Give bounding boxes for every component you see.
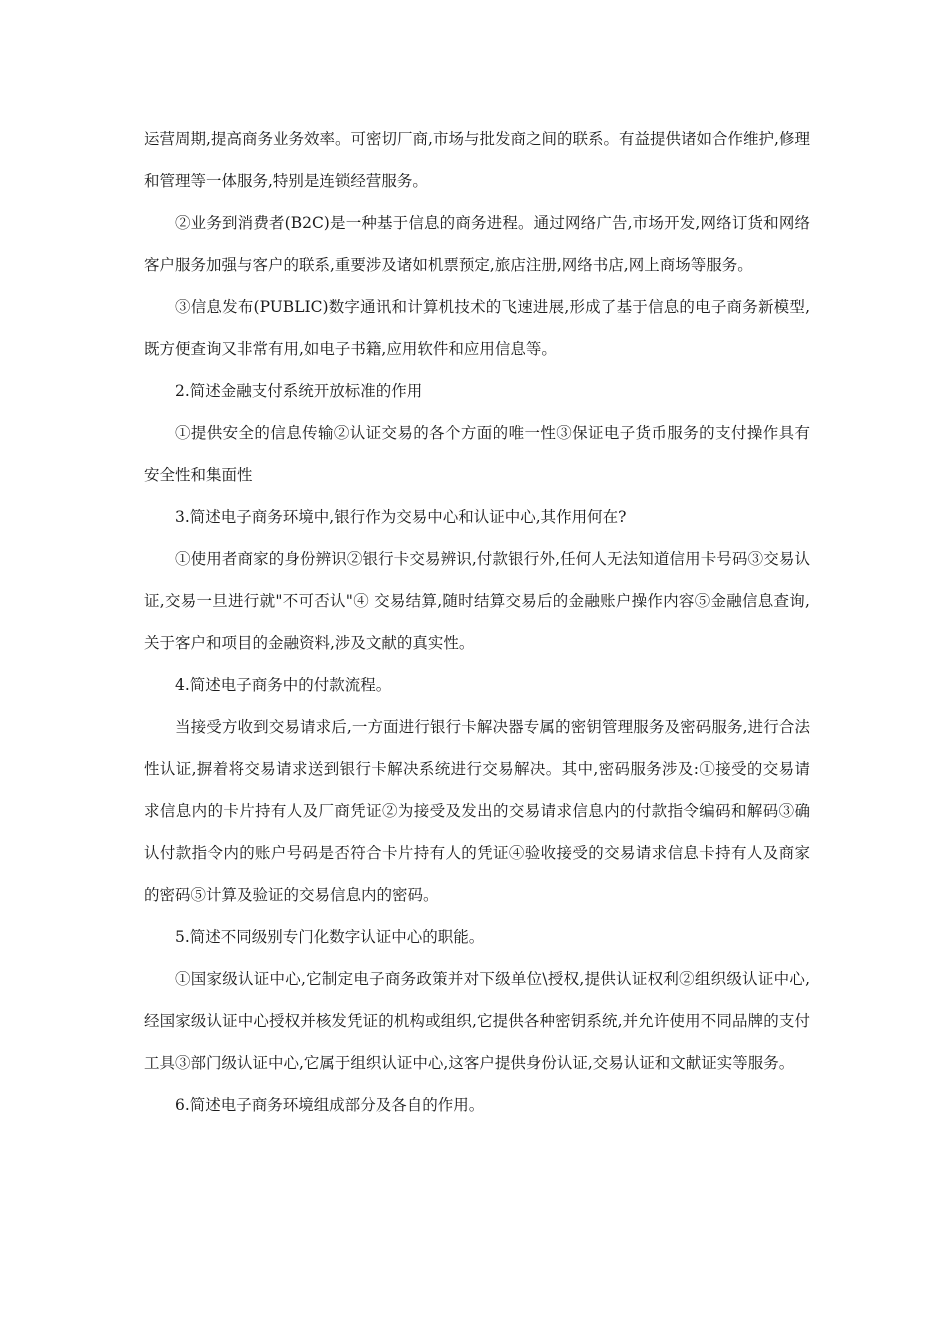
paragraph-public: ③信息发布(PUBLIC)数字通讯和计算机技术的飞速进展,形成了基于信息的电子商务新模型,既方便查询又非常有用,如电子书籍,应用软件和应用信息等。	[144, 298, 810, 358]
paragraph-b2c: ②业务到消费者(B2C)是一种基于信息的商务进程。通过网络广告,市场开发,网络订货和网络客户服务加强与客户的联系,重要涉及诸如机票预定,旅店注册,网络书店,网上商场等服务。	[144, 214, 810, 274]
answer-3-paragraph: ①使用者商家的身份辨识②银行卡交易辨识,付款银行外,任何人无法知道信用卡号码③交易认证,交易一旦进行就"不可否认"④ 交易结算,随时结算交易后的金融账户操作内容⑤金融信息查询,关于客户和项目的金融资料,涉及文献的真实性。	[144, 550, 810, 652]
paragraph-continuation: 运营周期,提高商务业务效率。可密切厂商,市场与批发商之间的联系。有益提供诸如合作维护,修理和管理等一体服务,特别是连锁经营服务。	[144, 130, 810, 190]
answer-5-paragraph: ①国家级认证中心,它制定电子商务政策并对下级单位\授权,提供认证权利②组织级认证中心,经国家级认证中心授权并核发凭证的机构或组织,它提供各种密钥系统,并允许使用不同品牌的支付工具③部门级认证中心,它属于组织认证中心,这客户提供身份认证,交易认证和文献证实等服务。	[144, 970, 810, 1072]
question-6-heading: 6.简述电子商务环境组成部分及各自的作用。	[175, 1096, 485, 1114]
question-4-heading: 4.简述电子商务中的付款流程。	[175, 676, 392, 694]
question-2-heading: 2.简述金融支付系统开放标准的作用	[175, 382, 423, 400]
answer-2-paragraph: ①提供安全的信息传输②认证交易的各个方面的唯一性③保证电子货币服务的支付操作具有安全性和集面性	[144, 424, 810, 484]
answer-4-paragraph: 当接受方收到交易请求后,一方面进行银行卡解决器专属的密钥管理服务及密码服务,进行合法性认证,摒着将交易请求送到银行卡解决系统进行交易解决。其中,密码服务涉及:①接受的交易请求信息内的卡片持有人及厂商凭证②为接受及发出的交易请求信息内的付款指令编码和解码③确认付款指令内的账户号码是否符合卡片持有人的凭证④验收接受的交易请求信息卡持有人及商家的密码⑤计算及验证的交易信息内的密码。	[144, 718, 810, 904]
question-3-heading: 3.简述电子商务环境中,银行作为交易中心和认证中心,其作用何在?	[175, 508, 627, 526]
question-5-heading: 5.简述不同级别专门化数字认证中心的职能。	[175, 928, 485, 946]
document-body	[144, 118, 810, 1126]
